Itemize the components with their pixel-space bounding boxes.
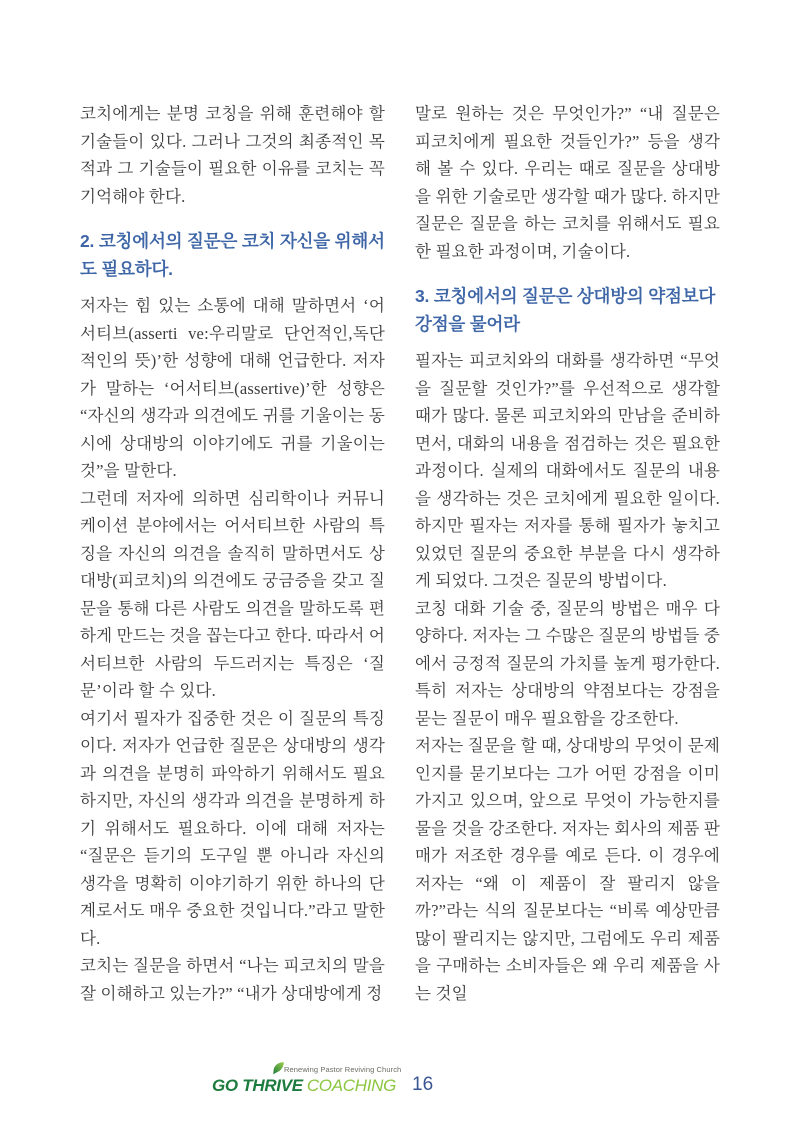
paragraph: 그런데 저자에 의하면 심리학이나 커뮤니케이션 분야에서는 어서티브한 사람의 특징을 자신의 의견을 솔직히 말하면서도 상대방(피코치)의 의견에도 궁금증을 갖고 질문을 통해 다른 사람도 의견을 말하도록 편하게 만드는 것을 꼽는다고 한다. 따라서 어서티브한 사람의 두드러지는 특징은 ‘질문’이라 할 수 있다. bbox=[80, 488, 385, 700]
section-heading-3: 3. 코칭에서의 질문은 상대방의 약점보다 강점을 물어라 bbox=[415, 286, 716, 334]
logo-wordmark bbox=[212, 1076, 396, 1095]
paragraph: 저자는 질문을 할 때, 상대방의 무엇이 문제인지를 묻기보다는 그가 어떤 강점을 이미 가지고 있으며, 앞으로 무엇이 가능한지를 물을 것을 강조한다. 저자는 회사의 제품 판매가 저조한 경우를 예로 든다. 이 경우에 저자는 “왜 이 제품이 잘 팔리지 않을까?”라는 식의 질문보다는 “비록 예상만큼 많이 팔리지는 않지만, 그럼에도 우리 제품을 구매하는 소비자들은 왜 우리 제품을 사는 것일 bbox=[415, 736, 720, 1003]
logo-tagline: Renewing Pastor Reviving Church bbox=[284, 1065, 402, 1074]
left-column bbox=[80, 100, 385, 1007]
two-column-text-block bbox=[80, 100, 720, 1007]
right-column bbox=[415, 100, 720, 1007]
page-number: 16 bbox=[412, 1074, 434, 1095]
paragraph: 코칭 대화 기술 중, 질문의 방법은 매우 다양하다. 저자는 그 수많은 질문의 방법들 중에서 긍정적 질문의 가치를 높게 평가한다. 특히 저자는 상대방의 약점보다는 강점을 묻는 질문이 매우 필요함을 강조한다. bbox=[415, 598, 720, 728]
gothrive-coaching-logo bbox=[212, 1064, 402, 1096]
logo-primary-text: GO THRIVE bbox=[212, 1076, 303, 1095]
leaf-icon bbox=[271, 1062, 285, 1075]
paragraph: 필자는 피코치와의 대화를 생각하면 “무엇을 질문할 것인가?”를 우선적으로 생각할 때가 많다. 물론 피코치와의 만남을 준비하면서, 대화의 내용을 점검하는 것은 필요한 과정이다. 실제의 대화에서도 질문의 내용을 생각하는 것은 코치에게 필요한 일이다. 하지만 필자는 저자를 통해 필자가 놓치고 있었던 질문의 중요한 부분을 다시 생각하게 되었다. 그것은 질문의 방법이다. bbox=[415, 351, 720, 590]
logo-secondary-text: COACHING bbox=[306, 1076, 397, 1095]
paragraph: 코치는 질문을 하면서 “나는 피코치의 말을 잘 이해하고 있는가?” “내가 상대방에게 정 bbox=[80, 956, 385, 1003]
paragraph: 코치에게는 분명 코칭을 위해 훈련해야 할 기술들이 있다. 그러나 그것의 최종적인 목적과 그 기술들이 필요한 이유를 코치는 꼭 기억해야 한다. bbox=[80, 104, 385, 206]
paragraph: 말로 원하는 것은 무엇인가?” “내 질문은 피코치에게 필요한 것들인가?” 등을 생각해 볼 수 있다. 우리는 때로 질문을 상대방을 위한 기술로만 생각할 때가 많다. 하지만 질문은 질문을 하는 코치를 위해서도 필요한 필요한 과정이며, 기술이다. bbox=[415, 104, 720, 261]
section-heading-2: 2. 코칭에서의 질문은 코치 자신을 위해서도 필요하다. bbox=[80, 231, 385, 279]
paragraph: 여기서 필자가 집중한 것은 이 질문의 특징이다. 저자가 언급한 질문은 상대방의 생각과 의견을 분명히 파악하기 위해서도 필요하지만, 자신의 생각과 의견을 분명하게 하기 위해서도 필요하다. 이에 대해 저자는 “질문은 듣기의 도구일 뿐 아니라 자신의 생각을 명확히 이야기하기 위한 하나의 단계로서도 매우 중요한 것입니다.”라고 말한다. bbox=[80, 708, 385, 948]
page-footer bbox=[212, 1064, 433, 1096]
paragraph: 저자는 힘 있는 소통에 대해 말하면서 ‘어서티브(asserti ve:우리말로 단언적인,독단적인의 뜻)’한 성향에 대해 언급한다. 저자가 말하는 ‘어서티브(assertive)’한 성향은 “자신의 생각과 의견에도 귀를 기울이는 동시에 상대방의 이야기에도 귀를 기울이는 것”을 말한다. bbox=[80, 296, 385, 480]
